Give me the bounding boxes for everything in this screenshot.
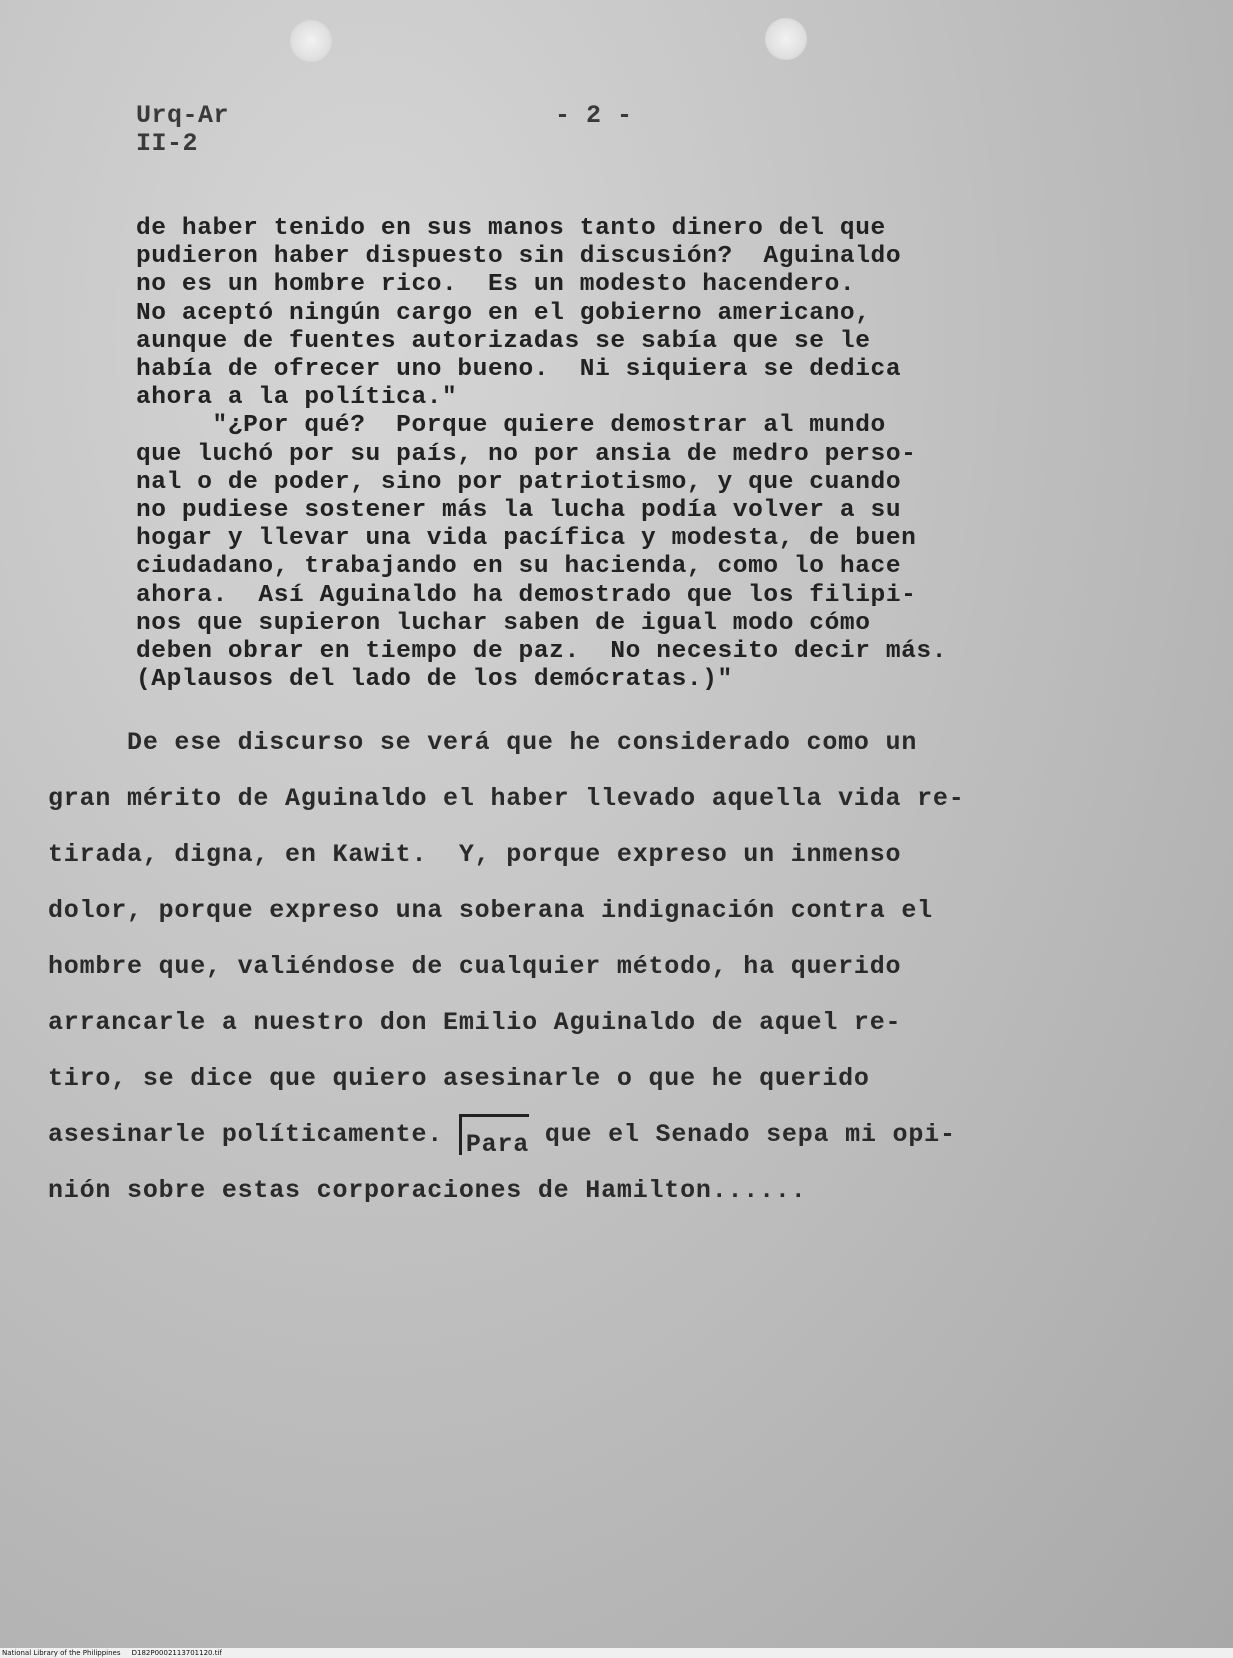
body-line: De ese discurso se verá que he considerado como un bbox=[48, 728, 918, 757]
body-line: hombre que, valiéndose de cualquier método, ha querido bbox=[48, 952, 902, 981]
quote-line: nal o de poder, sino por patriotismo, y que cuando bbox=[136, 468, 902, 496]
reference-code-line1: Urq-Ar bbox=[136, 101, 230, 130]
archive-footer-caption: National Library of the Philippines D182P0002113701120.tif bbox=[0, 1648, 1233, 1658]
page-number: - 2 - bbox=[555, 101, 633, 130]
quote-line: había de ofrecer uno bueno. Ni siquiera se dedica bbox=[136, 356, 902, 384]
quote-line: de haber tenido en sus manos tanto dinero del que bbox=[136, 215, 886, 242]
bracketed-word: Para bbox=[465, 1130, 530, 1159]
insertion-bracket-mark bbox=[459, 1114, 530, 1159]
body-line: dolor, porque expreso una soberana indignación contra el bbox=[48, 896, 933, 925]
body-line: tiro, se dice que quiero asesinarle o que he querido bbox=[48, 1064, 870, 1093]
body-line-segment: que el Senado sepa mi opi- bbox=[529, 1120, 956, 1149]
body-paragraph bbox=[48, 715, 1068, 1219]
body-line: gran mérito de Aguinaldo el haber llevado aquella vida re- bbox=[48, 784, 965, 813]
punch-hole-left bbox=[290, 20, 332, 62]
quote-line: no es un hombre rico. Es un modesto hacendero. bbox=[136, 271, 856, 299]
quote-line: ahora a la política." bbox=[136, 384, 458, 412]
quoted-speech-block bbox=[136, 215, 1056, 694]
body-line: tirada, digna, en Kawit. Y, porque expreso un inmenso bbox=[48, 840, 902, 869]
reference-code-line2: II-2 bbox=[136, 129, 199, 158]
quote-line: hogar y llevar una vida pacífica y modesta, de buen bbox=[136, 525, 917, 553]
body-line: arrancarle a nuestro don Emilio Aguinaldo de aquel re- bbox=[48, 1008, 902, 1037]
quote-line: aunque de fuentes autorizadas se sabía que se le bbox=[136, 327, 871, 355]
body-line: nión sobre estas corporaciones de Hamilton...... bbox=[48, 1176, 807, 1205]
quote-line: que luchó por su país, no por ansia de medro perso- bbox=[136, 440, 917, 468]
quote-line: (Aplausos del lado de los demócratas.)" bbox=[136, 666, 733, 694]
quote-line: no pudiese sostener más la lucha podía volver a su bbox=[136, 497, 902, 525]
quote-line: "¿Por qué? Porque quiere demostrar al mundo bbox=[136, 412, 886, 440]
quote-line: ahora. Así Aguinaldo ha demostrado que los filipi- bbox=[136, 581, 917, 609]
body-line-with-bracket bbox=[48, 1107, 1068, 1163]
quote-line: No aceptó ningún cargo en el gobierno americano, bbox=[136, 299, 871, 327]
quote-line: ciudadano, trabajando en su hacienda, como lo hace bbox=[136, 553, 902, 581]
body-line-segment: asesinarle políticamente. bbox=[48, 1120, 459, 1149]
quote-line: deben obrar en tiempo de paz. No necesito decir más. bbox=[136, 638, 948, 666]
quote-line: pudieron haber dispuesto sin discusión? Aguinaldo bbox=[136, 243, 902, 271]
quote-line: nos que supieron luchar saben de igual modo cómo bbox=[136, 609, 871, 637]
punch-hole-right bbox=[765, 18, 807, 60]
